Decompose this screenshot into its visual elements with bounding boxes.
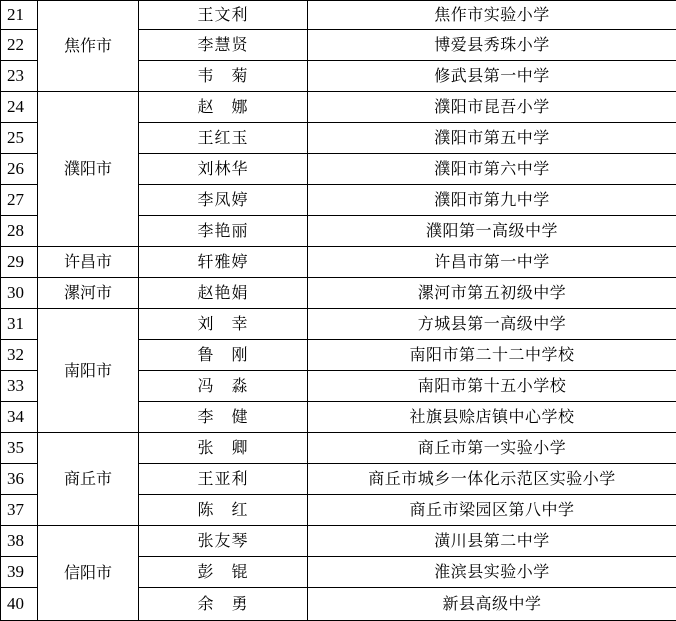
row-number: 22 [1, 30, 38, 61]
teacher-name: 韦 菊 [139, 61, 308, 92]
school-name: 漯河市第五初级中学 [308, 278, 676, 309]
school-name: 南阳市第十五小学校 [308, 371, 676, 402]
teacher-name: 张友琴 [139, 526, 308, 557]
teacher-name: 李凤婷 [139, 185, 308, 216]
row-number: 40 [1, 588, 38, 621]
teacher-name: 刘林华 [139, 154, 308, 185]
city-cell: 南阳市 [38, 309, 139, 433]
table-row [1, 1, 676, 30]
school-name: 濮阳市第六中学 [308, 154, 676, 185]
table-row [1, 433, 676, 464]
teacher-name: 余 勇 [139, 588, 308, 621]
table-row [1, 92, 676, 123]
row-number: 34 [1, 402, 38, 433]
city-cell: 濮阳市 [38, 92, 139, 247]
table-row [1, 278, 676, 309]
table-row [1, 309, 676, 340]
teacher-name: 李慧贤 [139, 30, 308, 61]
teacher-name: 鲁 刚 [139, 340, 308, 371]
teacher-name: 李 健 [139, 402, 308, 433]
teacher-name: 赵 娜 [139, 92, 308, 123]
row-number: 33 [1, 371, 38, 402]
city-cell: 信阳市 [38, 526, 139, 621]
school-name: 濮阳第一高级中学 [308, 216, 676, 247]
school-name: 淮滨县实验小学 [308, 557, 676, 588]
school-name: 焦作市实验小学 [308, 1, 676, 30]
teacher-name: 王文利 [139, 1, 308, 30]
row-number: 25 [1, 123, 38, 154]
row-number: 29 [1, 247, 38, 278]
row-number: 26 [1, 154, 38, 185]
city-cell: 焦作市 [38, 1, 139, 92]
row-number: 21 [1, 1, 38, 30]
school-name: 新县高级中学 [308, 588, 676, 621]
school-name: 商丘市城乡一体化示范区实验小学 [308, 464, 676, 495]
school-name: 商丘市第一实验小学 [308, 433, 676, 464]
teacher-name: 赵艳娟 [139, 278, 308, 309]
row-number: 28 [1, 216, 38, 247]
school-name: 博爱县秀珠小学 [308, 30, 676, 61]
school-name: 方城县第一高级中学 [308, 309, 676, 340]
teacher-name: 轩雅婷 [139, 247, 308, 278]
school-name: 许昌市第一中学 [308, 247, 676, 278]
teacher-name: 李艳丽 [139, 216, 308, 247]
table-row [1, 526, 676, 557]
row-number: 38 [1, 526, 38, 557]
row-number: 37 [1, 495, 38, 526]
row-number: 32 [1, 340, 38, 371]
city-cell: 许昌市 [38, 247, 139, 278]
school-name: 濮阳市第九中学 [308, 185, 676, 216]
teacher-name: 陈 红 [139, 495, 308, 526]
row-number: 31 [1, 309, 38, 340]
teacher-name: 冯 淼 [139, 371, 308, 402]
row-number: 39 [1, 557, 38, 588]
school-name: 商丘市梁园区第八中学 [308, 495, 676, 526]
city-cell: 漯河市 [38, 278, 139, 309]
city-cell: 商丘市 [38, 433, 139, 526]
school-name: 濮阳市昆吾小学 [308, 92, 676, 123]
school-name: 修武县第一中学 [308, 61, 676, 92]
teacher-name: 王亚利 [139, 464, 308, 495]
row-number: 35 [1, 433, 38, 464]
school-name: 潢川县第二中学 [308, 526, 676, 557]
table-row [1, 247, 676, 278]
school-name: 濮阳市第五中学 [308, 123, 676, 154]
row-number: 36 [1, 464, 38, 495]
teacher-name: 刘 幸 [139, 309, 308, 340]
school-name: 社旗县赊店镇中心学校 [308, 402, 676, 433]
row-number: 30 [1, 278, 38, 309]
row-number: 23 [1, 61, 38, 92]
row-number: 27 [1, 185, 38, 216]
row-number: 24 [1, 92, 38, 123]
school-name: 南阳市第二十二中学校 [308, 340, 676, 371]
teacher-name: 王红玉 [139, 123, 308, 154]
teacher-name: 彭 锟 [139, 557, 308, 588]
teacher-name: 张 卿 [139, 433, 308, 464]
